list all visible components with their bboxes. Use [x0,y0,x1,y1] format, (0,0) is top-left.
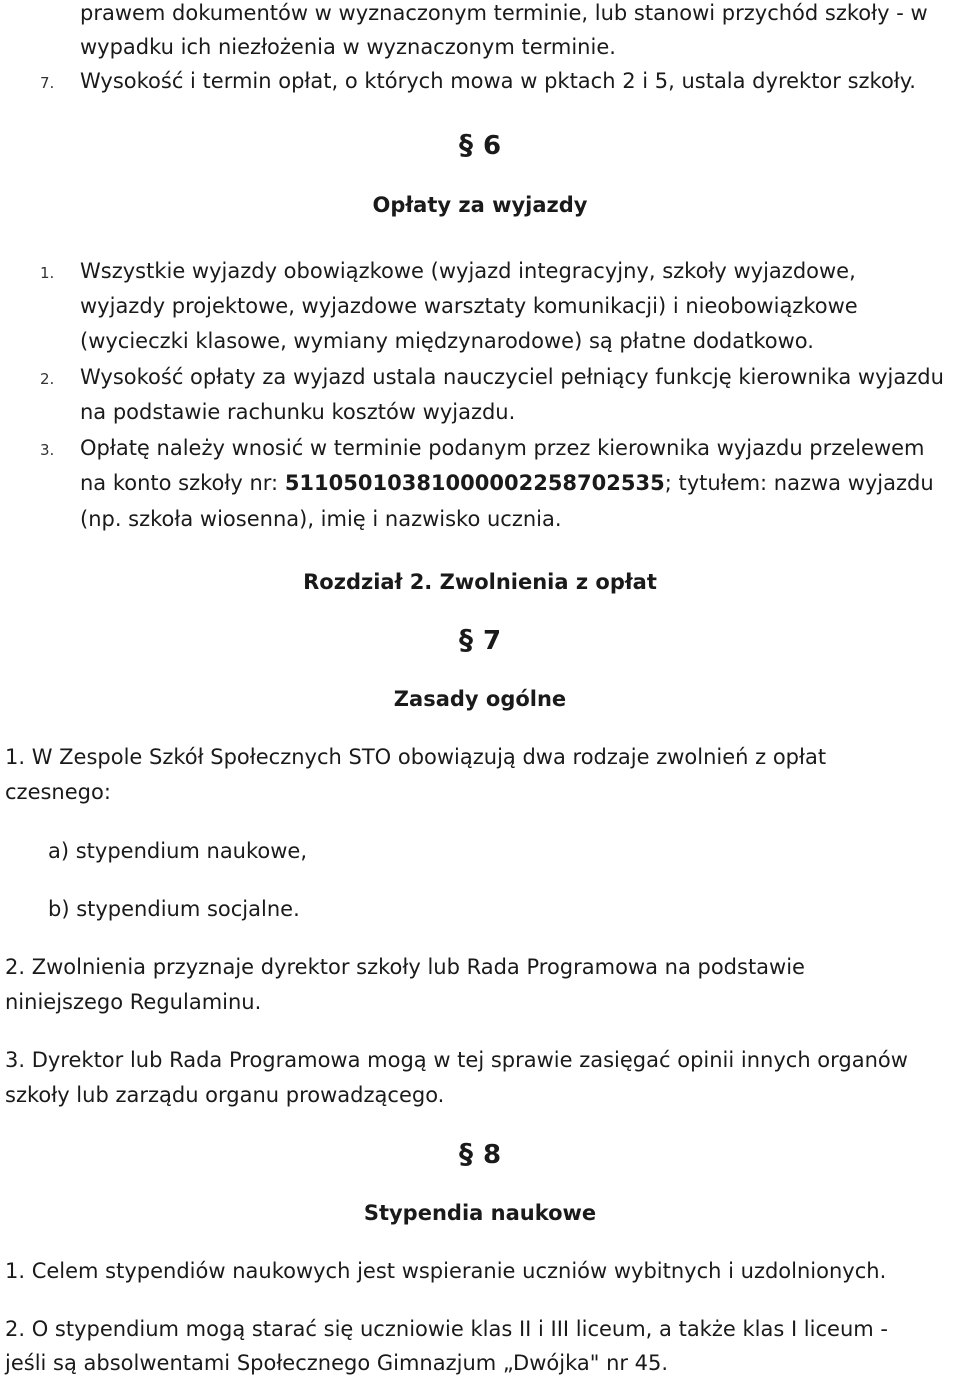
section-7-title: Zasady ogólne [393,687,567,711]
transfer-title: ; tytułem: nazwa wyjazdu [664,471,934,495]
section-6-title: Opłaty za wyjazdy [372,193,588,217]
section-number: 8 [482,1140,502,1170]
account-label: na konto szkoły nr: [80,471,285,495]
s6-item-1-line-2: wyjazdy projektowe, wyjazdowe warsztaty komunikacji) i nieobowiązkowe [80,294,858,318]
s7-item-1-line-1: 1. W Zespole Szkół Społecznych STO obowiązują dwa rodzaje zwolnień z opłat [5,745,827,769]
s7-item-2-line-1: 2. Zwolnienia przyznaje dyrektor szkoły lub Rada Programowa na podstawie [5,955,805,979]
item-7-text: Wysokość i termin opłat, o których mowa w pktach 2 i 5, ustala dyrektor szkoły. [80,69,916,93]
s6-item-1-line-3: (wycieczki klasowe, wymiany międzynarodowe) są płatne dodatkowo. [80,329,814,353]
section-symbol: § [458,1137,473,1170]
s6-item-3-line-1: Opłatę należy wnosić w terminie podanym przez kierownika wyjazdu przelewem [80,436,925,460]
s7-item-b: b) stypendium socjalne. [48,897,300,921]
s8-item-2-line-2: jeśli są absolwentami Społecznego Gimnazjum „Dwójka" nr 45. [5,1351,669,1375]
section-number: 6 [482,131,502,161]
section-6-heading [0,128,960,161]
s8-item-1: 1. Celem stypendiów naukowych jest wspieranie uczniów wybitnych i uzdolnionych. [5,1259,887,1283]
chapter-2-title: Rozdział 2. Zwolnienia z opłat [303,570,657,594]
s6-item-3-line-2 [80,470,934,496]
bank-account-number: 51105010381000002258702535 [284,471,665,495]
intro-line-1: prawem dokumentów w wyznaczonym terminie, lub stanowi przychód szkoły - w [80,1,928,25]
section-7-heading [0,623,960,656]
s7-item-3-line-1: 3. Dyrektor lub Rada Programowa mogą w tej sprawie zasięgać opinii innych organów [5,1048,908,1072]
section-number: 7 [482,626,502,656]
section-8-heading [0,1137,960,1170]
s6-item-2-number: 2. [40,370,55,388]
s7-item-2-line-2: niniejszego Regulaminu. [5,990,262,1014]
section-symbol: § [458,623,473,656]
s6-item-1-number: 1. [40,264,55,282]
section-symbol: § [458,128,473,161]
s7-item-a: a) stypendium naukowe, [48,839,308,863]
s8-item-2-line-1: 2. O stypendium mogą starać się uczniowie klas II i III liceum, a także klas I liceum - [5,1317,888,1341]
s6-item-1-line-1: Wszystkie wyjazdy obowiązkowe (wyjazd integracyjny, szkoły wyjazdowe, [80,259,856,283]
s6-item-2-line-2: na podstawie rachunku kosztów wyjazdu. [80,400,516,424]
s6-item-2-line-1: Wysokość opłaty za wyjazd ustala nauczyciel pełniący funkcję kierownika wyjazdu [80,365,944,389]
s7-item-1-line-2: czesnego: [5,780,111,804]
intro-line-2: wypadku ich niezłożenia w wyznaczonym terminie. [80,35,616,59]
s6-item-3-line-3: (np. szkoła wiosenna), imię i nazwisko ucznia. [80,507,562,531]
s6-item-3-number: 3. [40,441,55,459]
item-number-7: 7. [40,74,55,92]
s7-item-3-line-2: szkoły lub zarządu organu prowadzącego. [5,1083,445,1107]
section-8-title: Stypendia naukowe [363,1201,597,1225]
